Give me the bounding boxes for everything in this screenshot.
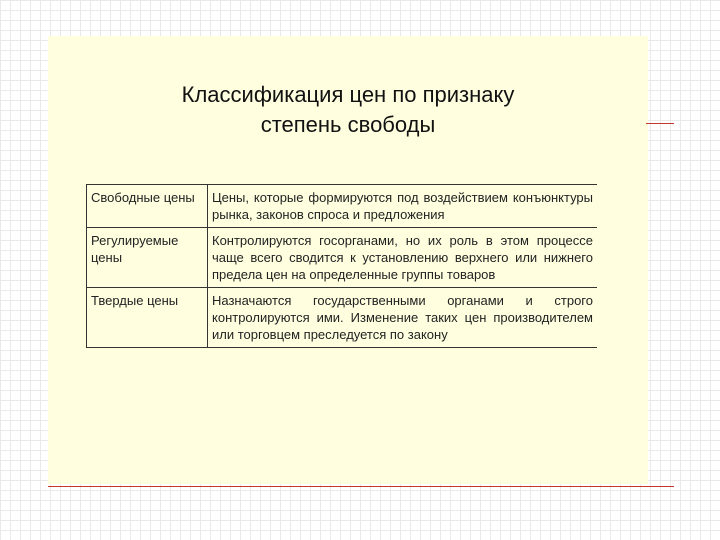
- table-cell-description: Назначаются государственными органами и строго контролируются ими. Изменение таких цен производителем или торговцем преследуется по закону: [212, 293, 593, 342]
- price-classification-table: [86, 184, 597, 348]
- slide-title: [48, 80, 648, 140]
- decorative-red-line-top: [646, 123, 674, 124]
- table-cell-description: Цены, которые формируются под воздействием конъюнктуры рынка, законов спроса и предложения: [212, 190, 593, 222]
- table-row: [87, 228, 598, 288]
- table-row: [87, 288, 598, 348]
- table-cell-description: Контролируются госорганами, но их роль в этом процессе чаще всего сводится к установлению верхнего или нижнего предела цен на определенные группы товаров: [212, 233, 593, 282]
- table-cell-term: Свободные цены: [87, 185, 208, 228]
- slide-title-line-2: степень свободы: [260, 112, 436, 137]
- table-row: [87, 185, 598, 228]
- table-cell-term: Твердые цены: [87, 288, 208, 348]
- slide-title-line-1: Классификация цен по признаку: [181, 82, 515, 107]
- table-cell-term: Регулируемые цены: [87, 228, 208, 288]
- decorative-red-line-bottom: [48, 486, 674, 487]
